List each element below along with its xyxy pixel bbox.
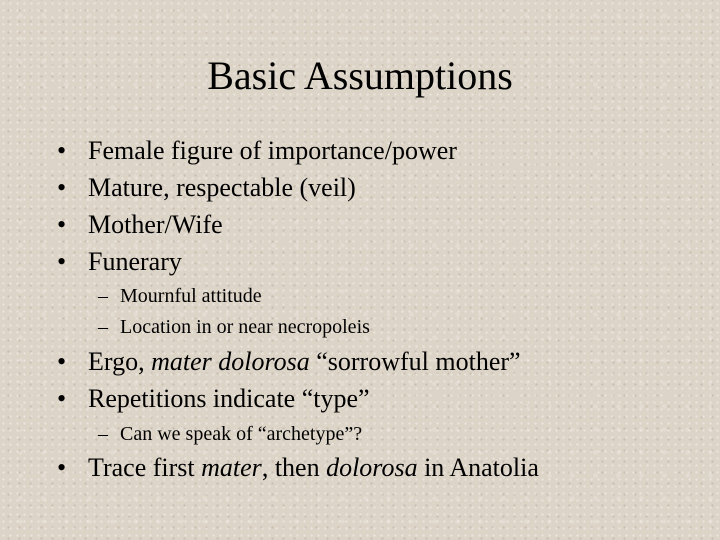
sub-bullet-text: Location in or near necropoleis xyxy=(120,316,370,338)
bullet-item xyxy=(0,452,720,484)
bullet-item xyxy=(0,346,720,378)
slide-title: Basic Assumptions xyxy=(207,53,513,98)
bullet-text: Mother/Wife xyxy=(88,210,223,239)
bullet-text: Mature, respectable (veil) xyxy=(88,173,356,202)
text-run: “sorrowful mother” xyxy=(309,347,521,376)
text-run: Ergo, xyxy=(88,347,152,376)
sub-bullet-item xyxy=(0,421,720,447)
text-run: , then xyxy=(261,453,327,482)
text-run: Trace first xyxy=(88,453,202,482)
bullet-text: Funerary xyxy=(88,247,182,276)
bullet-item xyxy=(0,209,720,241)
bullet-marker: • xyxy=(57,247,67,276)
bullet-text: Repetitions indicate “type” xyxy=(88,384,370,413)
bullet-marker: • xyxy=(57,347,67,376)
sub-bullet-text: Mournful attitude xyxy=(120,285,262,307)
italic-term: mater xyxy=(201,453,262,482)
bullet-marker: • xyxy=(57,453,67,482)
sub-bullet-marker: – xyxy=(98,285,108,307)
bullet-marker: • xyxy=(57,173,67,202)
sub-bullet-item xyxy=(0,283,720,309)
bullet-text xyxy=(88,346,521,378)
sub-bullet-text: Can we speak of “archetype”? xyxy=(120,423,363,445)
bullet-text xyxy=(88,452,539,484)
bullet-item xyxy=(0,172,720,204)
sub-bullet-marker: – xyxy=(98,423,108,445)
bullet-item xyxy=(0,135,720,167)
italic-term: dolorosa xyxy=(326,453,418,482)
sub-bullet-item xyxy=(0,314,720,340)
bullet-marker: • xyxy=(57,384,67,413)
sub-bullet-marker: – xyxy=(98,316,108,338)
bullet-text: Female figure of importance/power xyxy=(88,136,457,165)
bullet-marker: • xyxy=(57,210,67,239)
italic-term: mater dolorosa xyxy=(151,347,310,376)
text-run: in Anatolia xyxy=(417,453,539,482)
bullet-marker: • xyxy=(57,136,67,165)
bullet-item xyxy=(0,246,720,278)
bullet-item xyxy=(0,383,720,415)
